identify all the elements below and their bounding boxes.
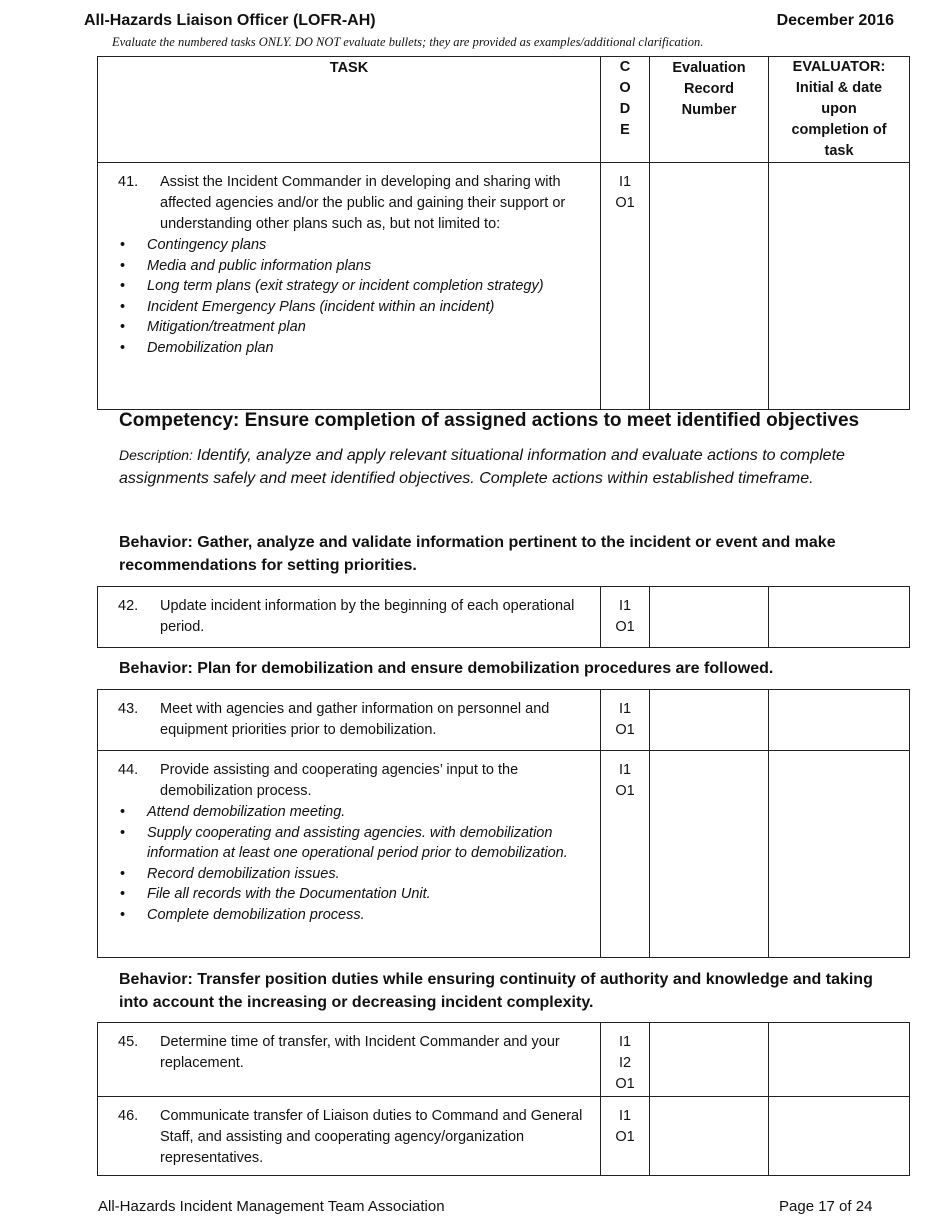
task-table-42 <box>97 586 910 648</box>
evaluator-initial-cell[interactable] <box>769 587 910 648</box>
behavior-heading: Behavior: Transfer position duties while ensuring continuity of authority and knowledge and taking into account the increasing or decreasing incident complexity. <box>119 971 873 1011</box>
record-number-cell[interactable] <box>650 587 769 648</box>
task-cell <box>98 1023 601 1097</box>
task-cell <box>98 587 601 648</box>
code-cell: I1 I2 O1 <box>601 1023 650 1097</box>
record-number-cell[interactable] <box>650 751 769 958</box>
task-bullets <box>118 802 590 925</box>
bullet-item: • Incident Emergency Plans (incident within an incident) <box>147 297 590 318</box>
bullet-item: • Supply cooperating and assisting agencies. with demobilization information at least one operational period prior to demobilization. <box>147 823 590 864</box>
description-text: Identify, analyze and apply relevant situational information and evaluate actions to complete assignments safely and meet identified objectives. Complete actions within established timeframe. <box>119 447 845 487</box>
bullet-item: • Record demobilization issues. <box>147 864 590 885</box>
task-table-45-46 <box>97 1022 910 1176</box>
task-cell <box>98 163 601 410</box>
record-number-cell[interactable] <box>650 163 769 410</box>
task-text: Communicate transfer of Liaison duties to Command and General Staff, and assisting and cooperating agency/organization representatives. <box>160 1108 583 1166</box>
task-row-46 <box>98 1097 910 1176</box>
task-row-45 <box>98 1023 910 1097</box>
task-number: 42. <box>118 598 139 614</box>
table-header-row <box>98 57 910 163</box>
task-column-header: TASK <box>98 57 601 163</box>
code-cell: I1 O1 <box>601 587 650 648</box>
bullet-item: • Media and public information plans <box>147 256 590 277</box>
document-date: December 2016 <box>776 12 894 29</box>
evaluator-initial-cell[interactable] <box>769 163 910 410</box>
record-number-cell[interactable] <box>650 1097 769 1176</box>
task-row-43 <box>98 690 910 751</box>
task-text: Assist the Incident Commander in developing and sharing with affected agencies and/or the public and gaining their support or understanding other plans such as, but not limited to: <box>160 174 566 232</box>
task-text: Meet with agencies and gather information on personnel and equipment priorities prior to demobilization. <box>160 701 550 738</box>
code-cell: I1 O1 <box>601 751 650 958</box>
task-row-41 <box>98 163 910 410</box>
bullet-item: • Demobilization plan <box>147 338 590 359</box>
record-number-cell[interactable] <box>650 690 769 751</box>
task-number: 43. <box>118 701 139 717</box>
evaluator-initial-cell[interactable] <box>769 690 910 751</box>
bullet-item: • Mitigation/treatment plan <box>147 317 590 338</box>
competency-heading: Competency: Ensure completion of assigned actions to meet identified objectives <box>119 410 860 431</box>
evaluator-column-header: EVALUATOR: Initial & date upon completion of task <box>769 57 910 163</box>
code-cell: I1 O1 <box>601 163 650 410</box>
description-label: Description: <box>119 447 197 463</box>
behavior-heading: Behavior: Plan for demobilization and ensure demobilization procedures are followed. <box>119 660 774 677</box>
bullet-item: • Long term plans (exit strategy or incident completion strategy) <box>147 276 590 297</box>
task-cell <box>98 690 601 751</box>
code-cell: I1 O1 <box>601 690 650 751</box>
task-cell <box>98 1097 601 1176</box>
task-row-44 <box>98 751 910 958</box>
code-column-header: C O D E <box>601 57 650 163</box>
task-bullets <box>118 235 590 358</box>
task-number: 46. <box>118 1108 139 1124</box>
competency-description <box>119 444 879 490</box>
evaluator-initial-cell[interactable] <box>769 1097 910 1176</box>
task-text: Determine time of transfer, with Incident Commander and your replacement. <box>160 1034 560 1071</box>
task-number: 41. <box>118 174 139 190</box>
page-number: Page 17 of 24 <box>779 1198 873 1215</box>
task-table-41 <box>97 56 910 410</box>
evaluator-initial-cell[interactable] <box>769 751 910 958</box>
task-cell <box>98 751 601 958</box>
evaluator-initial-cell[interactable] <box>769 1023 910 1097</box>
bullet-item: • File all records with the Documentation Unit. <box>147 884 590 905</box>
code-cell: I1 O1 <box>601 1097 650 1176</box>
task-number: 44. <box>118 762 139 778</box>
task-table-43-44 <box>97 689 910 958</box>
bullet-item: • Contingency plans <box>147 235 590 256</box>
record-number-cell[interactable] <box>650 1023 769 1097</box>
task-text: Update incident information by the beginning of each operational period. <box>160 598 575 635</box>
evaluation-note: Evaluate the numbered tasks ONLY. DO NOT evaluate bullets; they are provided as examples/additional clarification. <box>112 35 704 49</box>
bullet-item: • Attend demobilization meeting. <box>147 802 590 823</box>
task-row-42 <box>98 587 910 648</box>
record-number-column-header: Evaluation Record Number <box>650 57 769 163</box>
behavior-heading: Behavior: Gather, analyze and validate information pertinent to the incident or event and make recommendations for setting priorities. <box>119 534 836 574</box>
task-number: 45. <box>118 1034 139 1050</box>
bullet-item: • Complete demobilization process. <box>147 905 590 926</box>
footer-organization: All-Hazards Incident Management Team Association <box>98 1198 445 1215</box>
task-text: Provide assisting and cooperating agencies’ input to the demobilization process. <box>160 762 519 799</box>
document-title: All-Hazards Liaison Officer (LOFR-AH) <box>84 12 376 29</box>
